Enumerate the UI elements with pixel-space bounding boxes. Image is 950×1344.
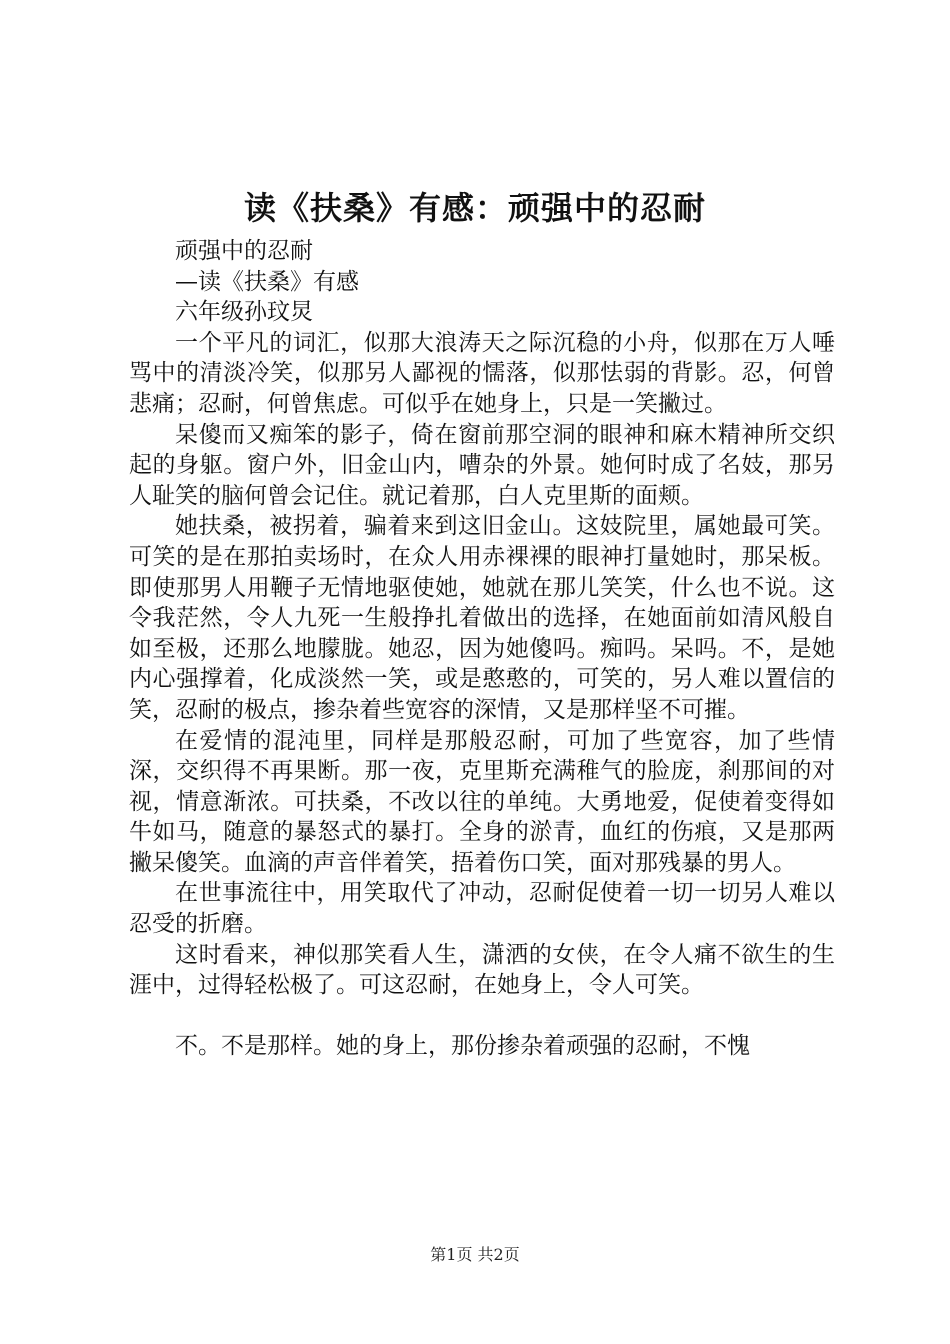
subheading: —读《扶桑》有感 — [175, 268, 359, 295]
author-line: 六年级孙玟炅 — [175, 299, 313, 326]
paragraph: 她扶桑，被拐着，骗着来到这旧金山。这妓院里，属她最可笑。可笑的是在那拍卖场时，在众人用赤裸裸的眼神打量她时，那呆板。即使那男人用鞭子无情地驱使她，她就在那儿笑笑，什么也不说。这令我茫然，令人九死一生般挣扎着做出的选择，在她面前如清风般自如至极，还那么地朦胧。她忍，因为她傻吗。痴吗。呆吗。不，是她内心强撑着，化成淡然一笑，或是憨憨的，可笑的，另人难以置信的笑，忍耐的极点，掺杂着些宽容的深情，又是那样坚不可摧。 — [129, 513, 835, 723]
document-title: 读《扶桑》有感：顽强中的忍耐 — [243, 189, 706, 227]
paragraph-gap — [129, 1001, 835, 1031]
paragraph: 不。不是那样。她的身上，那份掺杂着顽强的忍耐，不愧 — [175, 1032, 750, 1059]
document-body — [129, 236, 835, 1061]
paragraph: 在爱情的混沌里，同样是那般忍耐，可加了些宽容，加了些情深，交织得不再果断。那一夜，克里斯充满稚气的脸庞，刹那间的对视，情意渐浓。可扶桑，不改以往的单纯。大勇地爱，促使着变得如牛如马，随意的暴怒式的暴打。全身的淤青，血红的伤痕，又是那两撇呆傻笑。血滴的声音伴着笑，捂着伤口笑，面对那残暴的男人。 — [129, 727, 835, 876]
paragraph: 在世事流往中，用笑取代了冲动，忍耐促使着一切一切另人难以忍受的折磨。 — [129, 880, 835, 938]
page-footer: 第1页 共2页 — [430, 1245, 520, 1264]
paragraph: 呆傻而又痴笨的影子，倚在窗前那空洞的眼神和麻木精神所交织起的身躯。窗户外，旧金山内，嘈杂的外景。她何时成了名妓，那另人耻笑的脑何曾会记住。就记着那，白人克里斯的面颊。 — [129, 421, 835, 509]
paragraph: 一个平凡的词汇，似那大浪涛天之际沉稳的小舟，似那在万人唾骂中的清淡冷笑，似那另人鄙视的懦落，似那怯弱的背影。忍，何曾悲痛；忍耐，何曾焦虑。可似乎在她身上，只是一笑撇过。 — [129, 329, 835, 417]
paragraph: 这时看来，神似那笑看人生，潇洒的女侠，在令人痛不欲生的生涯中，过得轻松极了。可这忍耐，在她身上，令人可笑。 — [129, 941, 835, 999]
subtitle: 顽强中的忍耐 — [175, 238, 313, 264]
